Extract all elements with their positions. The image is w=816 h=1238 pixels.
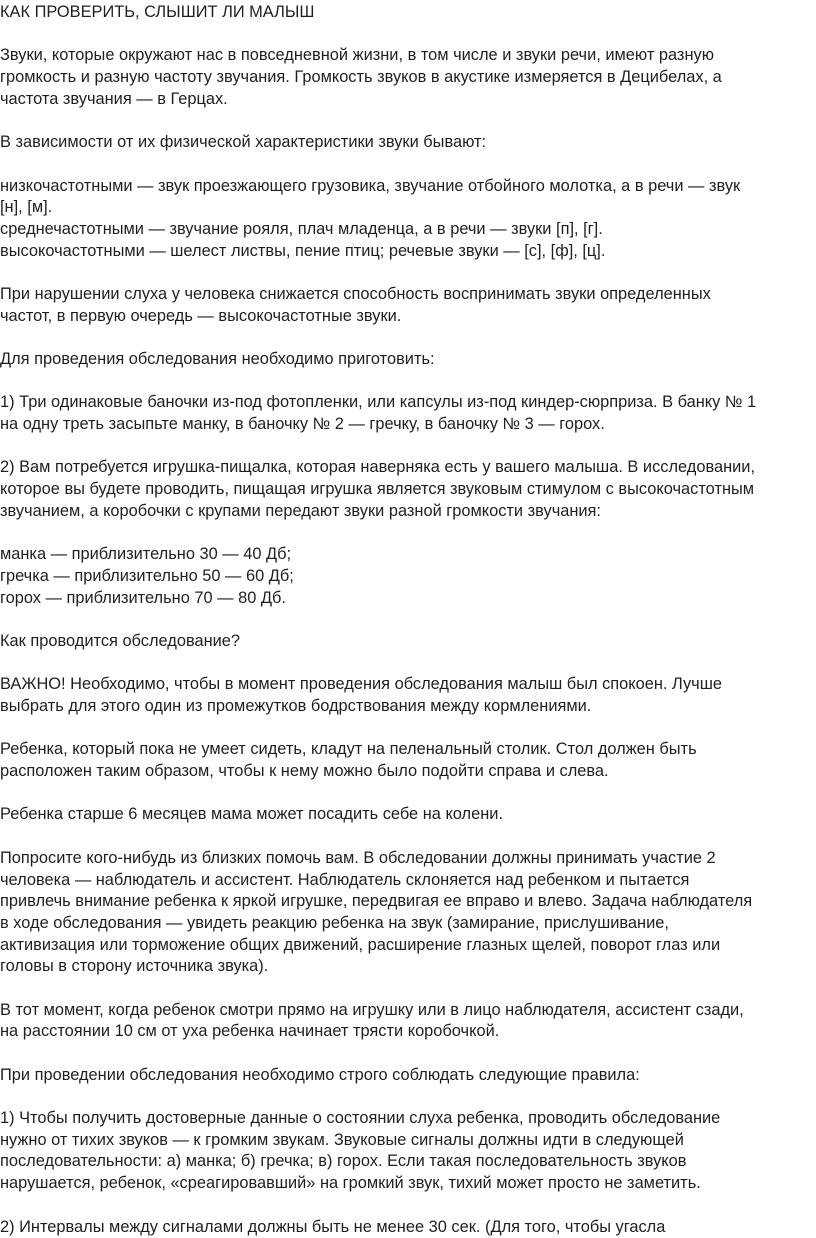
paragraph-spacer [0,1195,816,1217]
paragraph-spacer [0,110,816,132]
paragraph [0,45,816,110]
text-line: низкочастотными — звук проезжающего грузовика, звучание отбойного молотка, а в речи — звук [0,176,816,198]
text-line: ВАЖНО! Необходимо, чтобы в момент проведения обследования малыш был спокоен. Лучше [0,674,816,696]
text-line: Для проведения обследования необходимо приготовить: [0,349,816,371]
text-line: выбрать для этого один из промежутков бодрствования между кормлениями. [0,696,816,718]
text-line: среднечастотными — звучание рояля, плач младенца, а в речи — звуки [п], [г]. [0,219,816,241]
text-line: В тот момент, когда ребенок смотри прямо на игрушку или в лицо наблюдателя, ассистент сзади, [0,1000,816,1022]
paragraph [0,392,816,435]
paragraph [0,804,816,826]
paragraph-spacer [0,978,816,1000]
paragraph [0,631,816,653]
document-body [0,24,816,1238]
paragraph-spacer [0,718,816,740]
text-line: последовательности: а) манка; б) гречка; в) горох. Если такая последовательность звуков [0,1151,816,1173]
text-line: При нарушении слуха у человека снижается способность воспринимать звуки определенных [0,284,816,306]
paragraph [0,457,816,522]
text-line: манка — приблизительно 30 — 40 Дб; [0,544,816,566]
paragraph [0,1217,816,1238]
paragraph [0,284,816,327]
paragraph-spacer [0,436,816,458]
text-line: [н], [м]. [0,197,816,219]
paragraph-spacer [0,1086,816,1108]
text-line: Ребенка, который пока не умеет сидеть, кладут на пеленальный столик. Стол должен быть [0,739,816,761]
text-line: расположен таким образом, чтобы к нему можно было подойти справа и слева. [0,761,816,783]
paragraph-spacer [0,826,816,848]
text-line: нужно от тихих звуков — к громким звукам. Звуковые сигналы должны идти в следующей [0,1130,816,1152]
text-line: высокочастотными — шелест листвы, пение птиц; речевые звуки — [с], [ф], [ц]. [0,241,816,263]
paragraph-spacer [0,154,816,176]
text-line: 1) Чтобы получить достоверные данные о состоянии слуха ребенка, проводить обследование [0,1108,816,1130]
text-line: 2) Вам потребуется игрушка-пищалка, которая наверняка есть у вашего малыша. В исследовании, [0,457,816,479]
paragraph [0,544,816,609]
text-line: гречка — приблизительно 50 — 60 Дб; [0,566,816,588]
paragraph-spacer [0,783,816,805]
text-line: человека — наблюдатель и ассистент. Наблюдатель склоняется над ребенком и пытается [0,870,816,892]
text-line: Попросите кого-нибудь из близких помочь вам. В обследовании должны принимать участие 2 [0,848,816,870]
paragraph-spacer [0,327,816,349]
paragraph [0,739,816,782]
paragraph [0,1065,816,1087]
paragraph-spacer [0,653,816,675]
paragraph-spacer [0,1043,816,1065]
paragraph [0,1108,816,1195]
document-title: КАК ПРОВЕРИТЬ, СЛЫШИТ ЛИ МАЛЫШ [0,2,816,24]
text-line: частота звучания — в Герцах. [0,89,816,111]
paragraph [0,349,816,371]
paragraph-spacer [0,24,816,46]
text-line: которое вы будете проводить, пищащая игрушка является звуковым стимулом с высокочастотным [0,479,816,501]
paragraph-spacer [0,371,816,393]
text-line: Ребенка старше 6 месяцев мама может посадить себе на колени. [0,804,816,826]
text-line: В зависимости от их физической характеристики звуки бывают: [0,132,816,154]
paragraph [0,1000,816,1043]
paragraph [0,132,816,154]
paragraph [0,848,816,978]
text-line: 2) Интервалы между сигналами должны быть не менее 30 сек. (Для того, чтобы угасла [0,1217,816,1238]
text-line: на расстоянии 10 см от уха ребенка начинает трясти коробочкой. [0,1021,816,1043]
text-line: частот, в первую очередь — высокочастотные звуки. [0,306,816,328]
text-line: активизация или торможение общих движений, расширение глазных щелей, поворот глаз или [0,935,816,957]
text-line: Как проводится обследование? [0,631,816,653]
paragraph [0,176,816,263]
paragraph-spacer [0,262,816,284]
text-line: горох — приблизительно 70 — 80 Дб. [0,588,816,610]
text-line: звучанием, а коробочки с крупами передают звуки разной громкости звучания: [0,501,816,523]
paragraph-spacer [0,609,816,631]
text-line: громкость и разную частоту звучания. Громкость звуков в акустике измеряется в Децибелах, а [0,67,816,89]
text-line: в ходе обследования — увидеть реакцию ребенка на звук (замирание, прислушивание, [0,913,816,935]
text-line: Звуки, которые окружают нас в повседневной жизни, в том числе и звуки речи, имеют разную [0,45,816,67]
paragraph [0,674,816,717]
text-line: нарушается, ребенок, «среагировавший» на громкий звук, тихий может просто не заметить. [0,1173,816,1195]
text-line: При проведении обследования необходимо строго соблюдать следующие правила: [0,1065,816,1087]
text-line: 1) Три одинаковые баночки из-под фотопленки, или капсулы из-под киндер-сюрприза. В банку № 1 [0,392,816,414]
text-line: на одну треть засыпьте манку, в баночку № 2 — гречку, в баночку № 3 — горох. [0,414,816,436]
paragraph-spacer [0,523,816,545]
text-line: привлечь внимание ребенка к яркой игрушке, передвигая ее вправо и влево. Задача наблюдателя [0,891,816,913]
text-line: головы в сторону источника звука). [0,956,816,978]
